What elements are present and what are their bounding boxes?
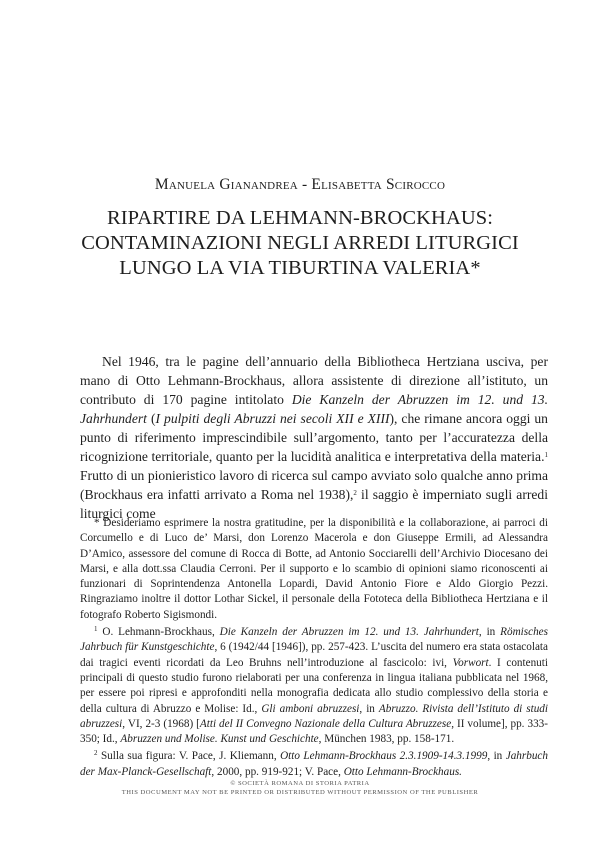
- italic-title: Atti del II Convegno Nazionale della Cultura Abruzzese: [199, 717, 452, 730]
- italic-title: Die Kanzeln der Abruzzen im 12. und 13. Jahrhundert: [80, 392, 548, 426]
- italic-title: Otto Lehmann-Brockhaus 2.3.1909-14.3.1999: [280, 750, 488, 763]
- italic-title: Abruzzen und Molise. Kunst und Geschichte: [120, 733, 319, 746]
- italic-title: Die Kanzeln der Abruzzen im 12. und 13. Jahrhundert: [219, 626, 479, 639]
- footnotes: [80, 516, 548, 782]
- italic-title: Römisches Jahrbuch für Kunstgeschichte: [80, 626, 549, 654]
- text-run: ), che rimane ancora oggi un punto di riferimento imprescindibile sull’argomento, tanto per l’accuratezza della ricognizione territoriale, quanto per la lucidità analitica e interpretativa della materia.: [80, 411, 548, 464]
- permission-notice: THIS DOCUMENT MAY NOT BE PRINTED OR DISTRIBUTED WITHOUT PERMISSION OF THE PUBLISHER: [121, 789, 479, 796]
- text-run: O. Lehmann-Brockhaus,: [97, 626, 220, 639]
- article-title: [40, 206, 560, 281]
- text-run: , 2000, pp. 919-921; V. Pace,: [211, 765, 344, 778]
- text-run: Nel 1946, tra le pagine dell’annuario della Bibliotheca Hertziana usciva, per mano di Otto Lehmann-Brockhaus, allora assistente di direzione all’istituto, un contributo di 170 pagine intitolato: [80, 354, 548, 407]
- text-run: il saggio è imperniato sugli arredi liturgici come: [80, 487, 548, 521]
- italic-title: Abruzzo. Rivista dell’Istituto di studi abruzzesi: [80, 702, 549, 730]
- text-run: , München 1983, pp. 158-171.: [318, 733, 455, 746]
- text-run: . I contenuti principali di questo studio furono rielaborati per una conferenza in lingua italiana pubblicata nel 1968, per essere poi ripresi e approfonditi nella monografia dedicata allo studio complessivo della storia e della cultura di Abruzzo e Molise: Id.,: [80, 656, 548, 715]
- text-run: , in: [487, 750, 506, 763]
- italic-title: Jahrbuch der Max-Planck-Gesellschaft: [80, 750, 548, 778]
- copyright-line: © SOCIETÀ ROMANA DI STORIA PATRIA: [230, 780, 370, 787]
- text-run: Sulla sua figura: V. Pace, J. Kliemann,: [97, 750, 281, 763]
- footnote-number: 1: [94, 625, 98, 634]
- italic-title: Otto Lehmann-Brockhaus.: [343, 765, 462, 778]
- body-text: [80, 352, 548, 523]
- text-run: Frutto di un pionieristico lavoro di ricerca sul campo avviato solo qualche anno prima (Brockhaus era infatti arrivato a Roma nel 1938),: [80, 468, 548, 502]
- text-run: , in: [359, 702, 379, 715]
- text-run: (: [146, 411, 156, 426]
- paragraph: [80, 352, 548, 523]
- text-run: , in: [478, 626, 501, 639]
- footnote-ref[interactable]: 2: [353, 489, 357, 497]
- title-line-3: LUNGO LA VIA TIBURTINA VALERIA*: [119, 257, 481, 279]
- footnote-number: 2: [94, 749, 98, 758]
- text-run: , II volume], pp. 333-350; Id.,: [80, 717, 548, 746]
- footnote-2: [80, 749, 548, 780]
- text-run: , VI, 2-3 (1968) [: [122, 717, 200, 730]
- italic-title: I pulpiti degli Abruzzi nei secoli XII e XIII: [155, 411, 390, 426]
- italic-title: Vorwort: [452, 656, 489, 669]
- italic-title: Gli amboni abruzzesi: [261, 702, 360, 715]
- title-line-1: RIPARTIRE DA LEHMANN-BROCKHAUS:: [106, 207, 494, 229]
- footnote-1: [80, 625, 548, 747]
- footnote-ref[interactable]: 1: [544, 451, 548, 459]
- copyright-footer: [0, 779, 600, 797]
- authors-line: Manuela Gianandrea - Elisabetta Scirocco: [154, 176, 446, 193]
- footnote-star: * Desideriamo esprimere la nostra gratitudine, per la disponibilità e la collaborazione, ai parroci di Corcumello e di Luco de’ Marsi, don Lorenzo Macerola e don Giuseppe Ermili, ad Alessandra D’Amico, assessore del comune di Rocca di Botte, ad Antonio Socciarelli dell’Archivio Diocesano dei Marsi, e alla dott.ssa Claudia Cerroni. Per il supporto e lo scambio di opinioni siamo riconoscenti ai funzionari di Soprintendenza Antonella Lopardi, David Antonio Fiore e Aldo Giorgio Pezzi. Ringraziamo inoltre il dottor Lothar Sickel, il personale della Fototeca della Bibliotheca Hertziana e il fotografo Roberto Sigismondi.: [80, 517, 548, 621]
- title-line-2: CONTAMINAZIONI NEGLI ARREDI LITURGICI: [81, 232, 519, 254]
- text-run: , 6 (1942/44 [1946]), pp. 257-423. L’uscita del numero era stata ostacolata dai tragici eventi ricordati da Leo Bruhns nell’introduzione al fascicolo: ivi,: [80, 641, 548, 669]
